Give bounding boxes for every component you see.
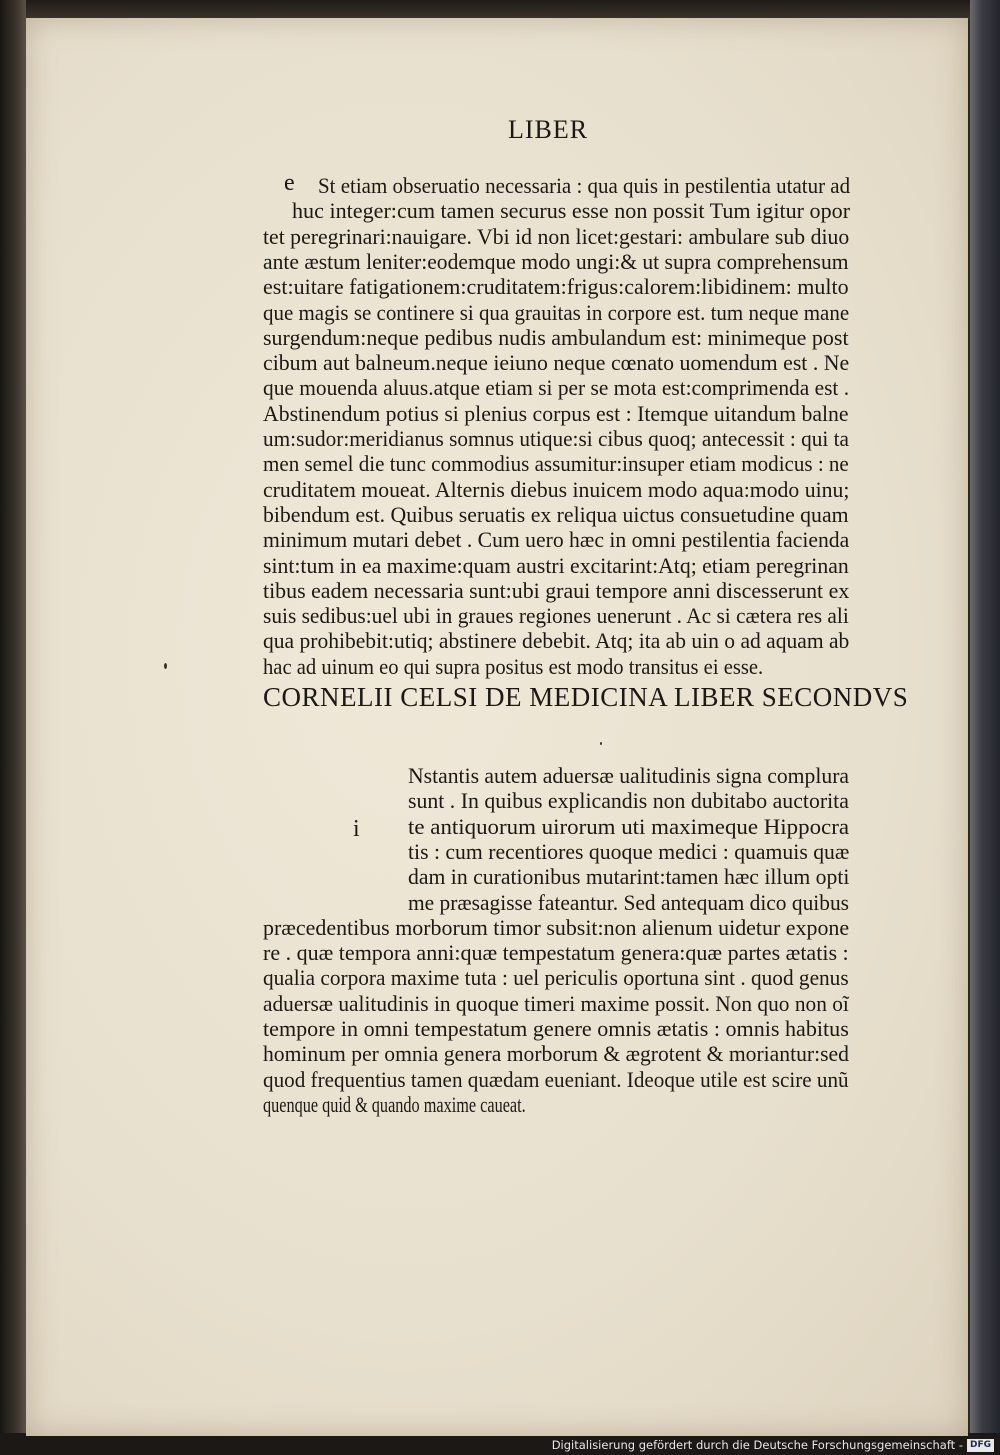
- section1-line: qua prohibebit:utiq; abstinere debebit. Atq; ita ab uin o ad aquam ab: [263, 628, 850, 654]
- section1-line: surgendum:neque pedibus nudis ambulandum est: minimeque post: [263, 324, 849, 350]
- running-head: LIBER: [508, 115, 589, 144]
- section1-line: cruditatem moueat. Alternis diebus inuicem modo aqua:modo uinu;: [263, 476, 850, 502]
- section1-line: ante æstum leniter:eodemque modo ungi:& ut supra comprehensum: [263, 248, 849, 274]
- section1-line: bibendum est. Quibus seruatis ex reliqua uictus consuetudine quam: [263, 501, 849, 527]
- section2-line: hominum per omnia genera morborum & ægrotent & moriantur:sed: [263, 1041, 849, 1067]
- section2-line: Nstantis autem aduersæ ualitudinis signa complura: [408, 763, 850, 788]
- section2-line: tempore in omni tempestatum genere omnis ætatis : omnis habitus: [263, 1016, 849, 1041]
- dfg-logo: DFG: [967, 1439, 994, 1452]
- book-heading: CORNELII CELSI DE MEDICINA LIBER SECONDVS: [263, 682, 909, 712]
- section2-line: re . quæ tempora anni:quæ tempestatum genera:quæ partes ætatis :: [263, 940, 849, 966]
- footer-credit-text: Digitalisierung gefördert durch die Deutsche Forschungsgemeinschaft -: [551, 1438, 963, 1452]
- section2-line: sunt . In quibus explicandis non dubitabo auctorita: [408, 788, 849, 814]
- digitization-footer: [552, 1438, 994, 1452]
- section2-line: dam in curationibus mutarint:tamen hæc illum opti: [408, 864, 850, 890]
- section1-line: St etiam obseruatio necessaria : qua quis in pestilentia utatur ad: [318, 173, 851, 198]
- section2-line: quod frequentius tamen quædam eueniant. Ideoque utile est scire unũ: [263, 1066, 849, 1092]
- section1-line: suis sedibus:uel ubi in graues regiones uenerunt . Ac si cætera res ali: [263, 603, 849, 629]
- marginal-letter-i: i: [353, 816, 360, 842]
- section1-line: tet peregrinari:nauigare. Vbi id non licet:gestari: ambulare sub diuo: [263, 223, 850, 249]
- section2-line: quenque quid & quando maxime caueat.: [263, 1091, 526, 1117]
- section1-line: um:sudor:meridianus somnus utique:si cibus quoq; antecessit : qui ta: [263, 426, 849, 451]
- section1-line: cibum aut balneum.neque ieiuno neque cœnato uomendum est . Ne: [263, 350, 850, 376]
- scan-border-right: [970, 0, 1000, 1455]
- section2-line: me præsagisse fateantur. Sed antequam dico quibus: [408, 889, 850, 915]
- section1-line: que mouenda aluus.atque etiam si per se mota est:comprimenda est .: [263, 375, 850, 401]
- section1-line: tibus eadem necessaria sunt:ubi graui tempore anni discesserunt ex: [263, 577, 850, 603]
- paper-speck: [600, 742, 602, 745]
- section2-line: præcedentibus morborum timor subsit:non alienum uidetur expone: [263, 914, 850, 940]
- section1-line: men semel die tunc commodius assumitur:insuper etiam modicus : ne: [263, 451, 849, 477]
- section2-line: aduersæ ualitudinis in quoque timeri maxime possit. Non quo non oĩ: [263, 990, 849, 1016]
- section1-line: minimum mutari debet . Cum uero hæc in omni pestilentia facienda: [263, 527, 850, 553]
- section1-line: est:uitare fatigationem:cruditatem:frigus:calorem:libidinem: multo: [263, 274, 849, 300]
- section1-line: Abstinendum potius si plenius corpus est : Itemque uitandum balne: [263, 400, 849, 426]
- section1-line: huc integer:cum tamen securus esse non possit Tum igitur opor: [292, 198, 851, 224]
- scan-border-top: [0, 0, 1000, 20]
- paper-speck: [164, 663, 167, 669]
- scan-border-left: [0, 0, 26, 1455]
- section1-line: sint:tum in ea maxime:quam austri excitarint:Atq; etiam peregrinan: [263, 552, 849, 578]
- section2-line: qualia corpora maxime tuta : uel periculis oportuna sint . quod genus: [263, 965, 849, 991]
- section1-line: hac ad uinum eo qui supra positus est modo transitus ei esse.: [263, 653, 764, 679]
- section2-line: te antiquorum uirorum uti maximeque Hippocra: [408, 813, 850, 839]
- marginal-letter-e: e: [284, 170, 295, 196]
- section2-line: tis : cum recentiores quoque medici : quamuis quæ: [408, 838, 850, 864]
- section1-line: que magis se continere si qua grauitas in corpore est. tum neque mane: [263, 299, 850, 325]
